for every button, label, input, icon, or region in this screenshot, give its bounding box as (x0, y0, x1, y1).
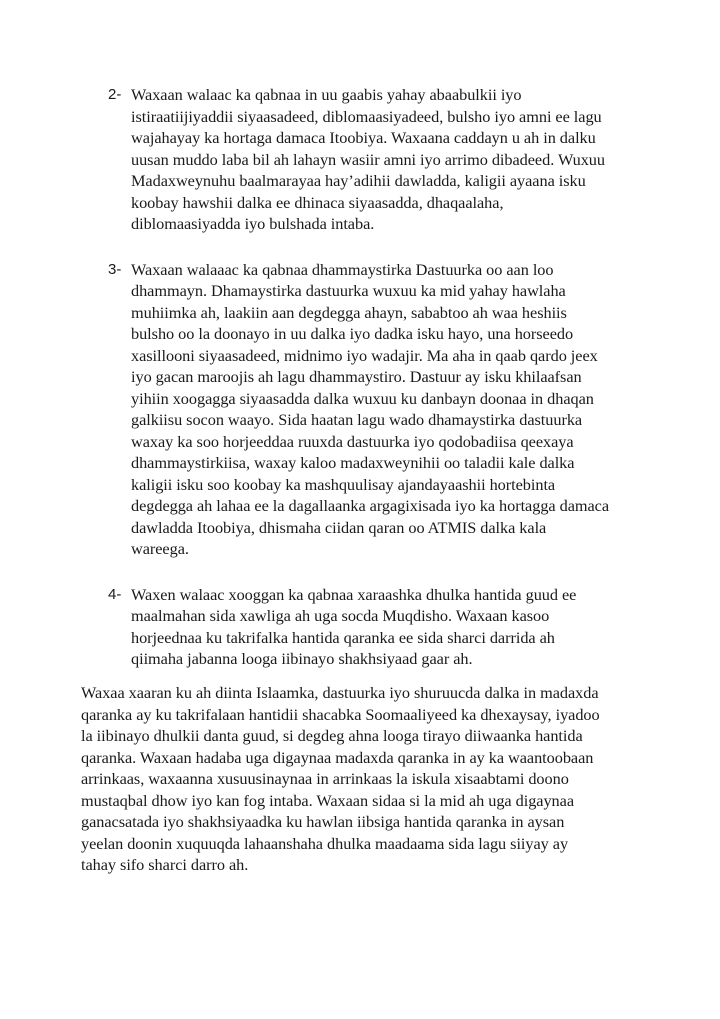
list-item-3 (100, 259, 660, 560)
list-item-2 (100, 84, 660, 235)
list-number: 3- (108, 260, 122, 278)
list-number: 2- (108, 86, 122, 103)
list-number: 4- (108, 585, 122, 603)
closing-paragraph: Waxaa xaaran ku ah diinta Islaamka, dastuurka iyo shuruucda dalka in madaxda qaranka ay ku takrifalaan hantidii shacabka Soomaaliyeed ka dhexaysay, iyadoo la iibinayo dhulkii danta guud, si degdeg ahna looga tirayo diiwaanka hantida qaranka. Waxaan hadaba uga digaynaa madaxda qaranka in ay ka waantoobaan arrinkaas, waxaanna xusuusinaynaa in arrinkaas la iskula xisaabtami doono mustaqbal dhow iyo kan fog intaba. Waxaan sidaa si la mid ah uga digaynaa ganacsatada iyo shakhsiyaadka ku hawlan iibsiga hantida qaranka in aysan yeelan doonin xuquuqda lahaanshaha dhulka maadaama sida lagu siiyay ay tahay sifo sharci darro ah. (81, 683, 600, 874)
list-item-text: Waxaan walaaac ka qabnaa dhammaystirka Dastuurka oo aan loo dhammayn. Dhamaystirka dastuurka wuxuu ka mid yahay hawlaha muhiimka ah, laakiin aan degdegga ahayn, sababtoo ah waa heshiis bulsho oo la doonayo in uu dalka iyo dadka isku hayo, una horseedo xasillooni siyaasadeed, midnimo iyo wadajir. Ma aha in qaab qardo jeex iyo gacan maroojis ah lagu dhammaystiro. Dastuur ay isku khilaafsan yihiin xoogagga siyaasadda dalka wuxuu ku danbayn doonaa in dhaqan galkiisu socon waayo. Sida haatan lagu wado dhamaystirka dastuurka waxay ka soo horjeeddaa ruuxda dastuurka iyo qodobadiisa qeexaya dhammaystirkiisa, waxay kaloo madaxweynihii oo taladii kale dalka kaligii isku soo koobay ka mashquulisay ajandayaashii hortebinta degdegga ah lahaa ee la dagallaanka argagixisada iyo ka hortagga damaca dawladda Itoobiya, dhismaha ciidan qaran oo ATMIS dalka kala wareega. (131, 259, 610, 558)
numbered-list (100, 84, 660, 694)
list-item-4 (100, 584, 660, 670)
list-item-text: Waxaan walaac ka qabnaa in uu gaabis yahay abaabulkii iyo istiraatiijiyaddii siyaasadeed, diblomaasiyadeed, bulsho iyo amni ee lagu wajahayay ka hortaga damaca Itoobiya. Waxaana caddayn u ah in dalku uusan muddo laba bil ah lahayn wasiir amni iyo arrimo dibadeed. Wuxuu Madaxweynuhu baalmarayaa hay’adihii dawladda, kaligii ayaana isku koobay hawshii dalka ee dhinaca siyaasadda, dhaqaalaha, diblomaasiyadda iyo bulshada intaba. (131, 85, 605, 233)
list-item-text: Waxen walaac xooggan ka qabnaa xaraashka dhulka hantida guud ee maalmahan sida xawliga ah uga socda Muqdisho. Waxaan kasoo horjeednaa ku takrifalka hantida qaranka ee sida sharci darrida ah qiimaha jabanna looga iibinayo shakhsiyaad gaar ah. (131, 584, 577, 668)
